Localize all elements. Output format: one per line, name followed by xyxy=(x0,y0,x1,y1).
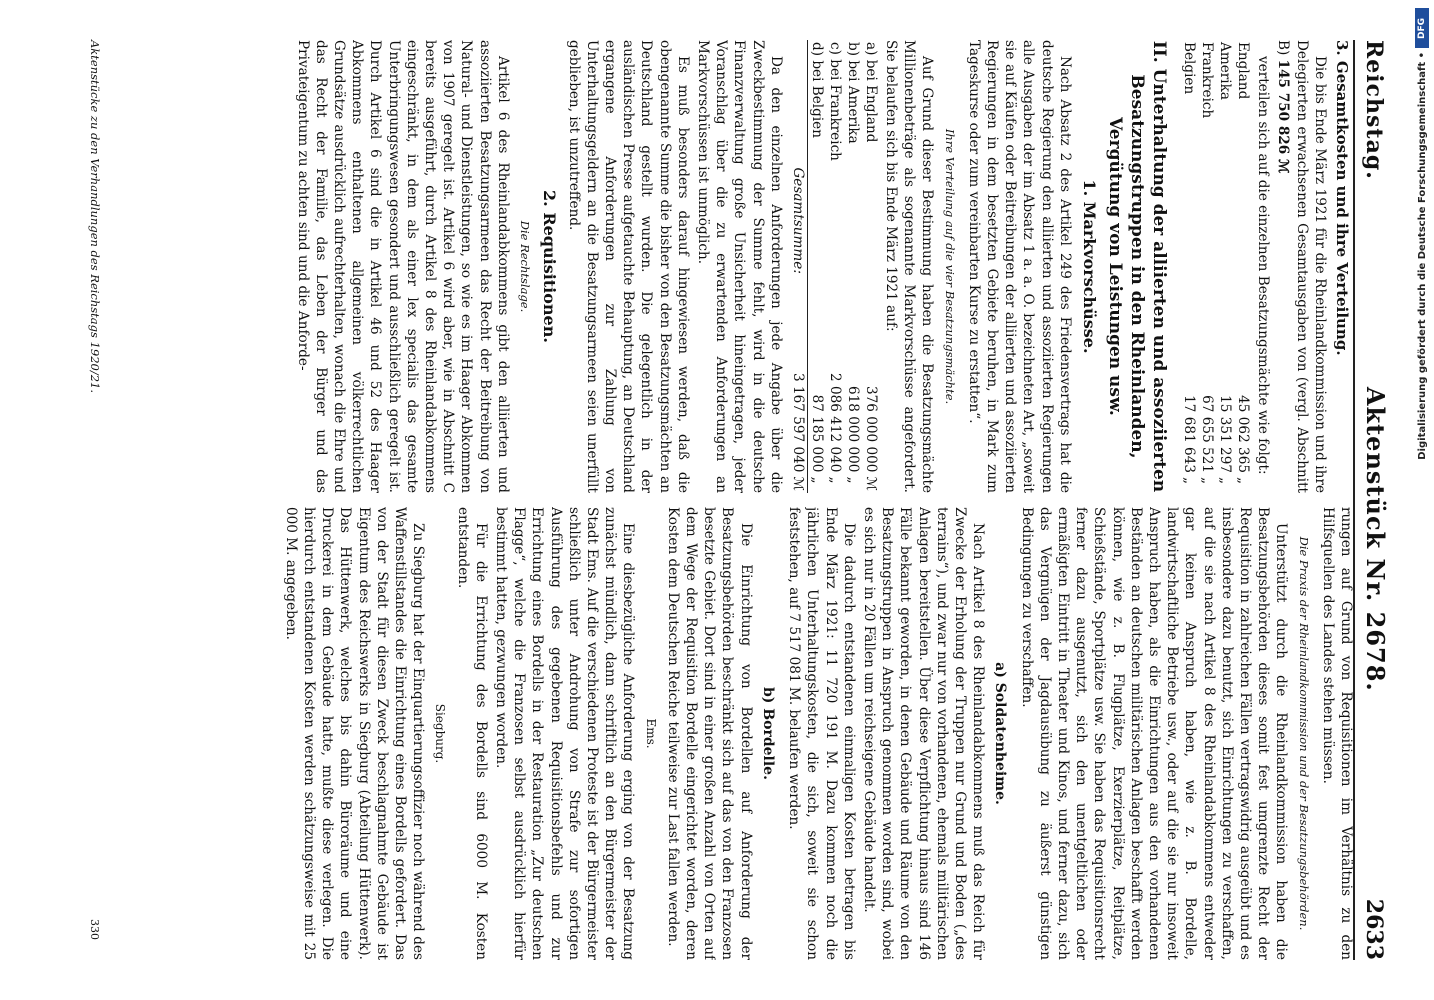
paragraph: Auf Grund dieser Bestimmung haben die Besatzungsmächte Millionenbeträge als sogenannte Markvorschüsse angefordert. Sie belaufen sich bis Ende März 1921 auf: xyxy=(882,40,936,493)
heading-section-II: II. Unterhaltung der alliierten und assoziierten Besatzungstruppen in den Rheinlanden, Vergütung von Leistungen usw. xyxy=(1104,40,1169,493)
page-footer: Aktenstücke zu den Verhandlungen des Reichstags 1920/21. xyxy=(88,40,102,394)
paragraph: Nach Artikel 8 des Rheinlandabkommens muß das Reich für Zwecke der Erholung der Truppen nur Grund und Boden („des terrains“), und zwar nur von vorhandenen, ehemals militärischen Anlagen bereitstellen. Über diese Verpflichtung hinaus sind 146 Fälle bekannt geworden, in denen Gebäude und Räume von den Besatzungstruppen in Anspruch genommen worden sind, wobei es sich nur in 20 Fällen um reichseigene Gebäude handelt. xyxy=(860,507,987,960)
subheading-bordelle: b) Bordelle. xyxy=(759,687,776,780)
paragraph: Die bis Ende März 1921 für die Rheinlandkommission und ihre Delegierten erwachsenen Gesamtausgaben von (vergl. Abschnitt B) 145 750 826 ℳ xyxy=(1275,40,1328,493)
paragraph: Nach Absatz 2 des Artikel 249 des Friedensvertrags hat die deutsche Regierung den alliierten und assoziierten Regierungen alle Ausgaben der im Absatz 1 a. a. O. bezeichneten Art, „soweit sie auf Käufen oder Beitreibungen der alliierten und assoziierten Regierungen in dem besetzten Gebiete beruhen, in Mark zum Tageskurse oder zum vereinbarten Kurse zu erstatten“. xyxy=(965,40,1073,493)
paragraph: Die Einrichtung von Bordellen auf Anforderung der Besatzungsbehörden beschränkt sich auf das von den Franzosen besetzte Gebiet. Dort sind in einer großen Anzahl von Orten auf dem Wege der Requisition Bordelle eingerichtet worden, deren Kosten dem Deutschen Reiche teilweise zur Last fallen werden. xyxy=(664,507,754,960)
page-number: 2633 xyxy=(1361,898,1387,960)
page-mark: 330 xyxy=(88,919,101,940)
table-row: Amerika 15 351 297 „ xyxy=(1216,42,1233,485)
sum-row: Gesamtsumme: 3 167 597 040 ℳ xyxy=(789,40,808,493)
subheading: Die Praxis der Rheinlandkommission und der Besatzungsbehörden. xyxy=(1296,536,1311,931)
paragraph: Eine diesbezügliche Anforderung erging von der Besatzung zunächst mündlich, dann schriftlich an den Bürgermeister der Stadt Ems. Auf die verschiedenen Proteste ist der Bürgermeister schließlich unter Androhung von Strafe zur sofortigen Ausführung des gegebenen Requisitionsbefehls und zur Errichtung eines Bordells in der Restauration „Zur deutschen Flagge“, welche die Franzosen selbst ausdrücklich hierfür bestimmt hatten, gezwungen worden. xyxy=(493,507,637,960)
paragraph: Es muß besonders darauf hingewiesen werden, daß die obengenannte Summe die bisher von den Besatzungsmächten an Deutschland gestellt wurden. Die gelegentlich in der ausländischen Presse aufgetauchte Behauptung, an Deutschland ergangene Anforderungen zur Zahlung von Unterhaltungsgeldern an die Besatzungsarmeen seien unerfüllt geblieben, ist unzutreffend. xyxy=(565,40,691,493)
place-heading-siegburg: Siegburg. xyxy=(433,703,448,764)
paragraph: Für die Errichtung des Bordells sind 6000 M. Kosten entstanden. xyxy=(454,507,489,960)
table-row: b) bei Amerika 618 000 000 „ xyxy=(844,42,861,484)
paragraph: Unterstützt durch die Rheinlandkommission haben die Besatzungsbehörden dieses somit fest umgrenzte Recht der Requisition in zahlreichen Fällen vertragswidrig ausgeübt und es insbesondere dazu benutzt, sich Einrichtungen zu verschaffen, auf die sie nach Artikel 8 des Rheinlandabkommens entweder gar keinen Anspruch haben, wie z. B. Bordelle, landwirtschaftliche Betriebe usw., oder auf die sie nur insoweit Anspruch haben, als die Einrichtungen aus den vorhandenen Beständen an deutschen militärischen Anlagen beschafft werden können, wie z. B. Flugplätze, Exerzierplätze, Reitplätze, Schießstände, Sportplätze usw. Sie haben das Requisitionsrecht ferner dazu ausgenutzt, sich den unentgeltlichen oder ermäßigten Eintritt in Theater und Kinos, und ferner dazu, sich das Vergnügen der Jagdausübung zu äußerst günstigen Bedingungen zu verschaffen. xyxy=(1018,507,1290,960)
column-left xyxy=(120,40,1355,493)
paragraph: rungen auf Grund von Requisitionen im Verhältnis zu den Hilfsquellen des Landes stehen müssen. xyxy=(1319,507,1354,960)
table-row: Frankreich 67 655 521 „ xyxy=(1198,42,1215,485)
subheading: Die Rechtslage. xyxy=(518,220,533,313)
paragraph: Zu Siegburg hat der Einquartierungsoffizier noch während des Waffenstillstandes die Einrichtung eines Bordells gefordert. Das von der Stadt für diesen Zweck beschlagnahmte Gebäude ist Eigentum des Reichswerks in Siegburg (Abteilung Hüttenwerk). Das Hüttenwerk, welches bis dahin Büroräume und eine Druckerei in dem Gebäude hatte, mußte diese verlegen. Die hierdurch entstandenen Kosten werden schätzungsweise mit 25 000 M. angegeben. xyxy=(282,507,427,960)
header-left: Reichstag. xyxy=(1361,40,1387,180)
heading-gesamtkosten: 3. Gesamtkosten und ihre Verteilung. xyxy=(1333,40,1351,356)
page-header xyxy=(1353,40,1415,960)
table-row: c) bei Frankreich 2 086 412 040 „ xyxy=(826,42,843,484)
subheading: Ihre Verteilung auf die vier Besatzungsmächte. xyxy=(942,128,957,405)
header-title: Aktenstück Nr. 2678. xyxy=(1361,386,1390,692)
paragraph: Artikel 6 des Rheinlandabkommens gibt den alliierten und assoziierten Besatzungsarmeen das Recht der Beitreibung von Natural- und Dienstleistungen, so wie es im Haager Abkommen von 1907 geregelt ist. Artikel 6 wird aber, wie in Abschnitt C bereits ausgeführt, durch Artikel 8 des Rheinlandabkommens eingeschränkt, in dem als einer lex specialis das gesamte Unterbringungswesen gesondert und ausschließlich geregelt ist. Durch Artikel 6 sind die in Artikel 46 und 52 des Haager Abkommens enthaltenen allgemeinen völkerrechtlichen Grundsätze ausdrücklich aufrechterhalten, wonach die Ehre und das Recht der Familie, das Leben der Bürger und das Privateigentum zu achten sind und die Anforde- xyxy=(294,40,511,493)
column-right xyxy=(120,507,1355,960)
paragraph: Die dadurch entstandenen einmaligen Kosten betragen bis Ende März 1921: 11 720 191 M. Dazu kommen noch die jährlichen Unterhaltungskosten, die sich, soweit sie schon feststehen, auf 7 517 081 M. belaufen werden. xyxy=(786,507,857,960)
subheading-soldatenheime: a) Soldatenheime. xyxy=(992,662,1009,805)
cost-table xyxy=(1180,40,1252,493)
place-heading-ems: Ems. xyxy=(643,718,658,749)
dfg-margin-note xyxy=(1414,8,1430,988)
heading-markvorschuesse: 1. Markvorschüsse. xyxy=(1079,179,1099,354)
dfg-logo: DFG xyxy=(1415,8,1429,48)
table-row: a) bei England 376 000 000 ℳ xyxy=(862,42,879,491)
paragraph: Da den einzelnen Anforderungen jede Angabe über die Zweckbestimmung der Summe fehlt, wird in die deutsche Finanzverwaltung große Unsicherheit hineingetragen, jeder Voranschlag über die zu erwartenden Anforderungen an Markvorschüssen ist unmöglich. xyxy=(694,40,784,493)
heading-requisitionen: 2. Requisitionen. xyxy=(540,190,560,343)
dfg-credit-text: Digitalisierung gefördert durch die Deutsche Forschungsgemeinschaft • xyxy=(1416,52,1428,460)
table-row: Belgien 17 681 643 „ xyxy=(1180,42,1197,485)
table-row: England 45 062 365 „ xyxy=(1234,42,1251,485)
paragraph: verteilen sich auf die einzelnen Besatzungsmächte wie folgt: xyxy=(1255,56,1272,475)
table-row: d) bei Belgien 87 185 000 „ xyxy=(808,42,825,484)
advances-table xyxy=(789,40,880,493)
scanned-page xyxy=(60,0,1434,1000)
